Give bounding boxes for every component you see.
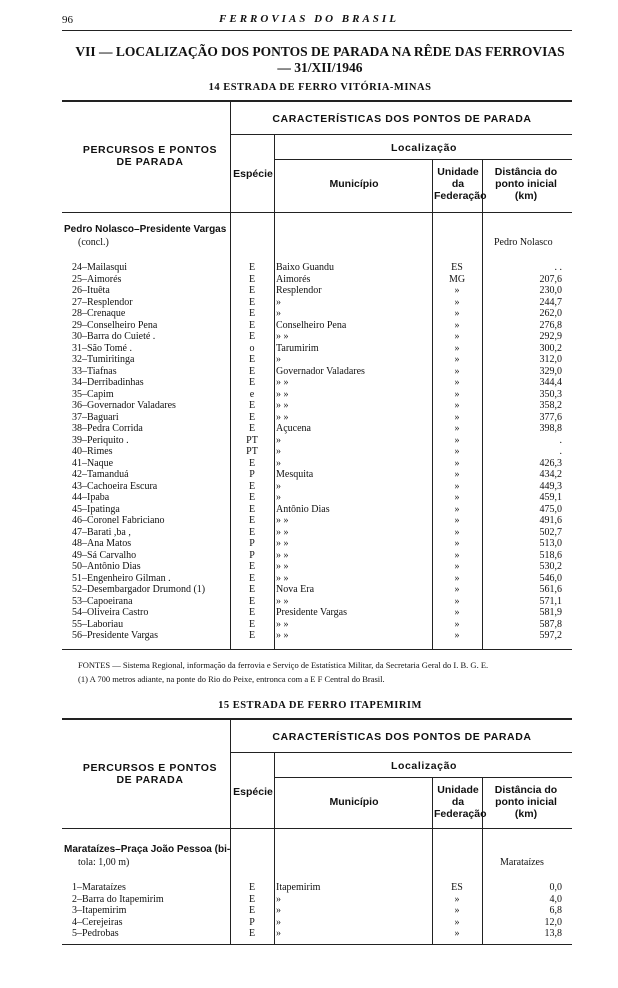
station-uf: » — [454, 905, 460, 916]
station-uf: » — [454, 584, 460, 595]
station-type: E — [248, 285, 256, 296]
station-type: E — [248, 572, 256, 584]
table-row — [62, 423, 572, 434]
table-row — [62, 905, 572, 916]
station-uf: » — [454, 377, 460, 388]
t15-top-rule — [62, 718, 572, 720]
station-name: 43–Cachoeira Escura — [72, 480, 158, 492]
table-row — [62, 882, 572, 893]
station-uf: » — [454, 469, 460, 480]
t14-col-localizacao: Localização — [390, 142, 458, 154]
station-municipio: » — [276, 492, 281, 503]
t14-section-title: Pedro Nolasco–Presidente Vargas — [64, 224, 227, 235]
station-municipio: » — [276, 893, 281, 905]
station-name: 49–Sá Carvalho — [72, 549, 137, 561]
t15-col-distancia: Distância do ponto inicial (km) — [494, 784, 558, 820]
station-distance: 571,1 — [539, 595, 562, 607]
table-row — [62, 354, 572, 365]
table-row — [62, 928, 572, 939]
station-uf: » — [454, 549, 460, 561]
table-row — [62, 308, 572, 319]
station-distance: 518,6 — [539, 549, 562, 561]
station-uf: » — [454, 607, 460, 618]
t15-rule-bottom — [62, 944, 572, 945]
station-type: E — [248, 515, 256, 526]
station-type: E — [248, 262, 256, 273]
t15-rule-char — [230, 752, 572, 753]
main-title-line1: VII — LOCALIZAÇÃO DOS PONTOS DE PARADA NA RÊDE DAS FERROVIAS — [75, 44, 565, 59]
table-row — [62, 320, 572, 331]
station-type: E — [248, 928, 256, 939]
table-row — [62, 389, 572, 400]
station-type: P — [249, 916, 255, 928]
station-municipio: » » — [276, 549, 289, 561]
station-name: 28–Crenaque — [72, 308, 126, 319]
station-type: E — [248, 480, 256, 492]
t15-col-characteristics: CARACTERÍSTICAS DOS PONTOS DE PARADA — [272, 731, 532, 743]
station-distance: 0,0 — [549, 882, 562, 893]
station-name: 34–Derribadinhas — [72, 377, 144, 388]
table-row — [62, 538, 572, 549]
table-row — [62, 515, 572, 526]
table-row — [62, 285, 572, 296]
t14-col-especie: Espécie — [233, 168, 273, 180]
table14-heading: 14 ESTRADA DE FERRO VITÓRIA-MINAS — [208, 82, 432, 93]
station-distance: 398,8 — [539, 423, 562, 434]
station-municipio: Açucena — [276, 423, 311, 434]
table-row — [62, 377, 572, 388]
table-row — [62, 561, 572, 572]
table-row — [62, 894, 572, 905]
station-uf: » — [454, 319, 460, 331]
station-municipio: » » — [276, 526, 289, 538]
station-distance: 6,8 — [549, 905, 562, 916]
t14-col-uf: Unidade da Federação — [434, 166, 487, 202]
station-municipio: » — [276, 354, 281, 365]
station-name: 36–Governador Valadares — [72, 400, 176, 411]
table-row — [62, 446, 572, 457]
station-name: 4–Cerejeiras — [72, 916, 123, 928]
station-type: E — [248, 423, 256, 434]
station-uf: MG — [448, 273, 466, 285]
station-type: E — [248, 630, 256, 641]
station-municipio: Governador Valadares — [276, 365, 365, 377]
station-distance: 587,8 — [539, 618, 562, 630]
station-type: P — [249, 538, 255, 549]
station-type: e — [249, 388, 255, 400]
station-uf: » — [454, 457, 460, 469]
station-distance: 344,4 — [539, 377, 562, 388]
station-uf: » — [454, 423, 460, 434]
header-rule — [62, 30, 572, 31]
station-distance: . . — [554, 262, 562, 273]
station-uf: » — [454, 434, 460, 446]
station-distance: 475,0 — [539, 503, 562, 515]
station-type: PT — [246, 446, 258, 457]
station-municipio: Baixo Guandu — [276, 262, 335, 273]
station-distance: 434,2 — [539, 469, 562, 480]
station-type: E — [248, 893, 256, 905]
station-municipio: Conselheiro Pena — [276, 319, 347, 331]
t14-rule-loc — [274, 159, 572, 160]
station-municipio: » » — [276, 515, 289, 526]
t14-footnote: (1) A 700 metros adiante, na ponte do Rio do Peixe, entronca com a E F Central do Brasil. — [78, 674, 385, 684]
station-type: E — [248, 411, 256, 423]
station-type: E — [248, 595, 256, 607]
t15-section-note: tola: 1,00 m) — [78, 857, 130, 868]
table-row — [62, 492, 572, 503]
table-row — [62, 481, 572, 492]
station-uf: » — [454, 893, 460, 905]
t15-col-percursos: PERCURSOS E PONTOS DE PARADA — [82, 762, 218, 786]
running-title: FERROVIAS DO BRASIL — [219, 13, 399, 25]
station-name: 32–Tumiritinga — [72, 354, 135, 365]
station-name: 52–Desembargador Drumond (1) — [72, 584, 206, 595]
table-row — [62, 297, 572, 308]
table-row — [62, 412, 572, 423]
table-row — [62, 527, 572, 538]
station-uf: » — [454, 365, 460, 377]
station-uf: ES — [451, 882, 463, 893]
table-row — [62, 619, 572, 630]
station-name: 31–São Tomé . — [72, 342, 132, 354]
table-row — [62, 469, 572, 480]
station-distance: 300,2 — [539, 342, 562, 354]
station-type: E — [248, 296, 256, 308]
table-row — [62, 573, 572, 584]
station-type: E — [248, 308, 256, 319]
station-distance: 449,3 — [539, 480, 562, 492]
station-distance: 13,8 — [544, 928, 562, 939]
station-name: 51–Engenheiro Gilman . — [72, 572, 171, 584]
station-type: P — [249, 469, 255, 480]
station-name: 33–Tiafnas — [72, 365, 117, 377]
station-distance: 207,6 — [539, 273, 562, 285]
table-row — [62, 262, 572, 273]
station-municipio: Itapemirim — [276, 882, 321, 893]
station-distance: . — [559, 446, 562, 457]
t14-rule-char — [230, 134, 572, 135]
station-distance: 244,7 — [539, 296, 562, 308]
station-uf: » — [454, 480, 460, 492]
station-uf: » — [454, 354, 460, 365]
station-name: 29–Conselheiro Pena — [72, 319, 158, 331]
station-name: 38–Pedra Corrida — [72, 423, 143, 434]
main-title-line2: — 31/XII/1946 — [277, 60, 363, 75]
station-distance: 581,9 — [539, 607, 562, 618]
station-municipio: » — [276, 480, 281, 492]
station-name: 46–Coronel Fabriciano — [72, 515, 165, 526]
table-row — [62, 596, 572, 607]
station-distance: 561,6 — [539, 584, 562, 595]
station-type: E — [248, 561, 256, 572]
station-municipio: » » — [276, 618, 289, 630]
station-name: 3–Itapemirim — [72, 905, 127, 916]
station-name: 1–Marataízes — [72, 882, 126, 893]
station-municipio: » — [276, 296, 281, 308]
station-municipio: » — [276, 928, 281, 939]
station-uf: » — [454, 388, 460, 400]
station-name: 50–Antônio Dias — [72, 561, 141, 572]
t14-col-percursos: PERCURSOS E PONTOS DE PARADA — [82, 144, 218, 168]
station-distance: 459,1 — [539, 492, 562, 503]
t14-fontes: FONTES — Sistema Regional, informação da ferrovia e Serviço de Estatística Militar, da Secretaria Geral do I. B. G. E. — [78, 660, 489, 670]
station-distance: 312,0 — [539, 354, 562, 365]
station-name: 27–Resplendor — [72, 296, 133, 308]
station-type: o — [249, 342, 255, 354]
table-row — [62, 504, 572, 515]
station-uf: » — [454, 446, 460, 457]
station-municipio: Nova Era — [276, 584, 315, 595]
station-distance: 502,7 — [539, 526, 562, 538]
station-uf: » — [454, 285, 460, 296]
station-distance: 597,2 — [539, 630, 562, 641]
station-type: PT — [246, 434, 258, 446]
station-type: E — [248, 400, 256, 411]
station-type: E — [248, 273, 256, 285]
station-type: E — [248, 365, 256, 377]
station-type: E — [248, 377, 256, 388]
t15-col-municipio: Município — [329, 796, 379, 808]
station-uf: » — [454, 595, 460, 607]
station-name: 41–Naque — [72, 457, 114, 469]
station-name: 5–Pedrobas — [72, 928, 119, 939]
station-type: E — [248, 503, 256, 515]
station-name: 45–Ipatinga — [72, 503, 120, 515]
station-municipio: » » — [276, 388, 289, 400]
station-name: 53–Capoeirana — [72, 595, 133, 607]
station-uf: » — [454, 526, 460, 538]
station-uf: » — [454, 411, 460, 423]
station-municipio: » — [276, 916, 281, 928]
station-municipio: Aimorés — [276, 273, 311, 285]
station-uf: » — [454, 331, 460, 342]
t14-col-distancia: Distância do ponto inicial (km) — [494, 166, 558, 202]
page-number: 96 — [62, 14, 73, 26]
station-name: 55–Laboriau — [72, 618, 124, 630]
table-row — [62, 584, 572, 595]
station-name: 26–Ituêta — [72, 285, 110, 296]
station-municipio: Mesquita — [276, 469, 314, 480]
station-name: 42–Tamanduá — [72, 469, 129, 480]
station-uf: » — [454, 561, 460, 572]
station-name: 30–Barra do Cuieté . — [72, 331, 156, 342]
station-uf: » — [454, 572, 460, 584]
station-type: E — [248, 354, 256, 365]
station-uf: » — [454, 538, 460, 549]
station-distance: . — [559, 434, 562, 446]
table-row — [62, 630, 572, 641]
station-municipio: » » — [276, 400, 289, 411]
t15-rule-header-bottom — [62, 828, 572, 829]
station-type: E — [248, 882, 256, 893]
station-name: 2–Barra do Itapemirim — [72, 893, 164, 905]
table-row — [62, 331, 572, 342]
station-type: E — [248, 457, 256, 469]
table14-top-rule — [62, 100, 572, 102]
table-row — [62, 917, 572, 928]
station-type: E — [248, 331, 256, 342]
station-type: E — [248, 607, 256, 618]
station-uf: » — [454, 916, 460, 928]
station-uf: » — [454, 308, 460, 319]
station-municipio: » » — [276, 377, 289, 388]
station-municipio: Presidente Vargas — [276, 607, 348, 618]
t15-rule-loc — [274, 777, 572, 778]
station-uf: » — [454, 618, 460, 630]
station-distance: 230,0 — [539, 285, 562, 296]
station-type: E — [248, 618, 256, 630]
t14-col-characteristics: CARACTERÍSTICAS DOS PONTOS DE PARADA — [272, 113, 532, 125]
station-name: 35–Capim — [72, 388, 114, 400]
station-municipio: Antônio Dias — [276, 503, 330, 515]
station-type: P — [249, 549, 255, 561]
station-municipio: » » — [276, 595, 289, 607]
table-row — [62, 435, 572, 446]
station-name: 56–Presidente Vargas — [72, 630, 159, 641]
t14-rule-header-bottom — [62, 212, 572, 213]
table-row — [62, 366, 572, 377]
station-municipio: Resplendor — [276, 285, 322, 296]
station-distance: 4,0 — [549, 893, 562, 905]
station-type: E — [248, 526, 256, 538]
table-row — [62, 343, 572, 354]
station-name: 54–Oliveira Castro — [72, 607, 149, 618]
station-name: 39–Periquito . — [72, 434, 129, 446]
station-uf: » — [454, 928, 460, 939]
station-distance: 426,3 — [539, 457, 562, 469]
station-uf: » — [454, 630, 460, 641]
station-distance: 513,0 — [539, 538, 562, 549]
station-municipio: » » — [276, 572, 289, 584]
station-name: 24–Mailasqui — [72, 262, 127, 273]
station-distance: 546,0 — [539, 572, 562, 584]
station-municipio: » » — [276, 538, 289, 549]
station-distance: 350,3 — [539, 388, 562, 400]
station-distance: 358,2 — [539, 400, 562, 411]
station-municipio: » — [276, 457, 281, 469]
t14-col-municipio: Município — [329, 178, 379, 190]
t15-col-uf: Unidade da Federação — [434, 784, 487, 820]
station-uf: » — [454, 515, 460, 526]
station-distance: 377,6 — [539, 411, 562, 423]
table15-heading: 15 ESTRADA DE FERRO ITAPEMIRIM — [218, 700, 422, 711]
station-name: 47–Barati ,ba , — [72, 526, 131, 538]
station-distance: 491,6 — [539, 515, 562, 526]
station-uf: ES — [451, 262, 463, 273]
t15-col-especie: Espécie — [233, 786, 273, 798]
station-municipio: » — [276, 905, 281, 916]
table-row — [62, 274, 572, 285]
t14-section-origin: Pedro Nolasco — [494, 237, 553, 248]
t14-rule-bottom — [62, 649, 572, 650]
station-municipio: » » — [276, 630, 289, 641]
station-name: 25–Aimorés — [72, 273, 122, 285]
station-name: 40–Rimes — [72, 446, 113, 457]
table-row — [62, 458, 572, 469]
station-distance: 262,0 — [539, 308, 562, 319]
station-type: E — [248, 492, 256, 503]
station-name: 37–Baguari — [72, 411, 119, 423]
table-row — [62, 607, 572, 618]
t15-col-localizacao: Localização — [390, 760, 458, 772]
station-uf: » — [454, 296, 460, 308]
station-distance: 276,8 — [539, 319, 562, 331]
station-municipio: » — [276, 434, 281, 446]
station-distance: 12,0 — [544, 916, 562, 928]
station-municipio: Tarumirim — [276, 342, 319, 354]
station-type: E — [248, 319, 256, 331]
station-distance: 530,2 — [539, 561, 562, 572]
station-municipio: » » — [276, 561, 289, 572]
station-municipio: » — [276, 308, 281, 319]
table-row — [62, 400, 572, 411]
station-uf: » — [454, 400, 460, 411]
station-type: E — [248, 905, 256, 916]
station-name: 48–Ana Matos — [72, 538, 132, 549]
station-municipio: » — [276, 446, 281, 457]
station-name: 44–Ipaba — [72, 492, 110, 503]
station-distance: 292,9 — [539, 331, 562, 342]
station-municipio: » » — [276, 411, 289, 423]
station-type: E — [248, 584, 256, 595]
t15-section-origin: Marataízes — [500, 857, 544, 868]
station-distance: 329,0 — [539, 365, 562, 377]
t15-section-title: Marataízes–Praça João Pessoa (bi- — [64, 844, 231, 855]
t14-section-note: (concl.) — [78, 237, 109, 248]
station-municipio: » » — [276, 331, 289, 342]
station-uf: » — [454, 503, 460, 515]
station-uf: » — [454, 342, 460, 354]
table-row — [62, 550, 572, 561]
station-uf: » — [454, 492, 460, 503]
